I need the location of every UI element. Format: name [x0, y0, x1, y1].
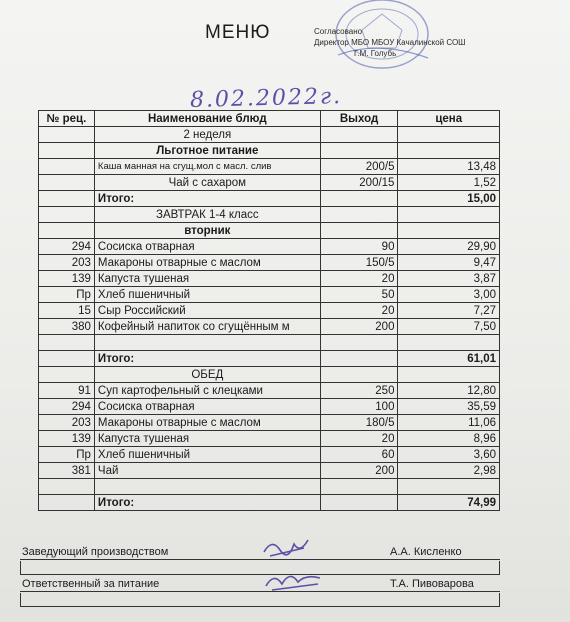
table-row	[39, 239, 500, 255]
handwritten-signature	[260, 566, 330, 592]
recipe-number: 139	[39, 271, 95, 287]
table-row	[39, 255, 500, 271]
divider	[20, 593, 500, 607]
dish-name: Капуста тушеная	[94, 271, 320, 287]
dish-output: 100	[320, 399, 398, 415]
dish-price: 3,60	[398, 447, 500, 463]
dish-name: Суп картофельный с клецками	[94, 383, 320, 399]
dish-price: 29,90	[398, 239, 500, 255]
dish-output: 50	[320, 287, 398, 303]
dish-name: Сосиска отварная	[94, 239, 320, 255]
dish-output: 200	[320, 463, 398, 479]
dish-price: 13,48	[398, 159, 500, 175]
recipe-number: 91	[39, 383, 95, 399]
week-row	[39, 127, 500, 143]
total-row	[39, 495, 500, 511]
total-value: 15,00	[398, 191, 500, 207]
dish-price: 7,50	[398, 319, 500, 335]
meal-row	[39, 207, 500, 223]
dish-name: Хлеб пшеничный	[94, 287, 320, 303]
recipe-number: 203	[39, 415, 95, 431]
dish-price: 7,27	[398, 303, 500, 319]
recipe-number: 15	[39, 303, 95, 319]
dish-price: 3,87	[398, 271, 500, 287]
dish-name: Чай с сахаром	[94, 175, 320, 191]
dish-name: Чай	[94, 463, 320, 479]
dish-output: 20	[320, 303, 398, 319]
recipe-number: 139	[39, 431, 95, 447]
signature-line-head	[20, 544, 500, 560]
table-row	[39, 415, 500, 431]
section-row	[39, 143, 500, 159]
table-row	[39, 447, 500, 463]
dish-price: 8,96	[398, 431, 500, 447]
recipe-number: Пр	[39, 287, 95, 303]
signature-name: Т.А. Пивоварова	[390, 578, 474, 590]
section-label: Льготное питание	[94, 143, 320, 159]
dish-output: 250	[320, 383, 398, 399]
dish-name: Сыр Российский	[94, 303, 320, 319]
recipe-number: 203	[39, 255, 95, 271]
col-header-price: цена	[398, 111, 500, 127]
dish-output: 200/5	[320, 159, 398, 175]
table-row	[39, 383, 500, 399]
table-row	[39, 303, 500, 319]
day-label: вторник	[94, 223, 320, 239]
dish-output: 200/15	[320, 175, 398, 191]
meal-label: ОБЕД	[94, 367, 320, 383]
dish-output: 90	[320, 239, 398, 255]
approval-line: Согласовано	[314, 27, 363, 36]
dish-name: Кофейный напиток со сгущённым м	[94, 319, 320, 335]
dish-price: 3,00	[398, 287, 500, 303]
day-row	[39, 223, 500, 239]
week-label: 2 неделя	[94, 127, 320, 143]
total-label: Итого:	[94, 191, 320, 207]
dish-name: Макароны отварные с маслом	[94, 255, 320, 271]
table-row	[39, 271, 500, 287]
table-row	[39, 159, 500, 175]
table-row	[39, 287, 500, 303]
dish-output: 200	[320, 319, 398, 335]
dish-price: 9,47	[398, 255, 500, 271]
col-header-output: Выход	[320, 111, 398, 127]
handwritten-date: 8.02.2022г.	[189, 84, 343, 113]
recipe-number: 380	[39, 319, 95, 335]
table-row	[39, 431, 500, 447]
signature-label: Ответственный за питание	[22, 578, 160, 590]
total-row	[39, 191, 500, 207]
dish-price: 12,80	[398, 383, 500, 399]
approval-line: Директор МБО МБОУ Качалинской СОШ	[314, 38, 466, 47]
dish-output: 20	[320, 431, 398, 447]
dish-name: Каша манная на сгущ.мол с масл. слив	[94, 159, 320, 175]
total-value: 74,99	[398, 495, 500, 511]
table-row	[39, 399, 500, 415]
dish-output: 60	[320, 447, 398, 463]
table-row	[39, 463, 500, 479]
total-label: Итого:	[94, 495, 320, 511]
meal-label: ЗАВТРАК 1-4 класс	[94, 207, 320, 223]
menu-table	[38, 110, 500, 511]
dish-name: Капуста тушеная	[94, 431, 320, 447]
table-row	[39, 319, 500, 335]
dish-output: 20	[320, 271, 398, 287]
signature-line-responsible	[20, 576, 500, 592]
approval-line: Г.М. Голубь	[354, 49, 397, 58]
col-header-recipe: № рец.	[39, 111, 95, 127]
dish-name: Макароны отварные с маслом	[94, 415, 320, 431]
dish-name: Хлеб пшеничный	[94, 447, 320, 463]
empty-row	[39, 335, 500, 351]
meal-row	[39, 367, 500, 383]
signature-name: А.А. Кисленко	[390, 546, 462, 558]
total-label: Итого:	[94, 351, 320, 367]
table-row	[39, 175, 500, 191]
recipe-number: Пр	[39, 447, 95, 463]
dish-price: 11,06	[398, 415, 500, 431]
total-row	[39, 351, 500, 367]
signature-label: Заведующий производством	[22, 546, 169, 558]
col-header-dish: Наименование блюд	[94, 111, 320, 127]
dish-price: 1,52	[398, 175, 500, 191]
dish-name: Сосиска отварная	[94, 399, 320, 415]
dish-output: 180/5	[320, 415, 398, 431]
dish-output: 150/5	[320, 255, 398, 271]
page-title: МЕНЮ	[205, 22, 271, 43]
total-value: 61,01	[398, 351, 500, 367]
dish-price: 35,59	[398, 399, 500, 415]
dish-price: 2,98	[398, 463, 500, 479]
recipe-number: 294	[39, 239, 95, 255]
empty-row	[39, 479, 500, 495]
handwritten-signature	[260, 534, 320, 560]
table-header-row	[39, 111, 500, 127]
recipe-number: 381	[39, 463, 95, 479]
approval-block	[314, 26, 466, 59]
recipe-number: 294	[39, 399, 95, 415]
